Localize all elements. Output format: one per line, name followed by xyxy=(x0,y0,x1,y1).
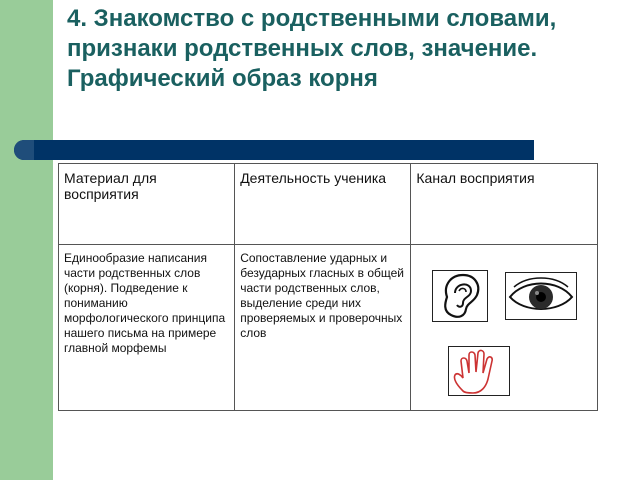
hand-icon xyxy=(448,346,510,396)
cell-material: Единообразие написания части родственных слов (корня). Подведение к пониманию морфологического принципа нашего письма на примере главной морфемы xyxy=(59,245,235,411)
table-header-row xyxy=(59,164,598,245)
title-underline-bar xyxy=(14,140,534,160)
eye-icon xyxy=(505,272,577,320)
table-row xyxy=(59,245,598,411)
header-material: Материал для восприятия xyxy=(59,164,235,245)
title-bar-cap xyxy=(14,140,34,160)
left-accent-strip xyxy=(0,0,53,480)
ear-icon xyxy=(432,270,488,322)
header-activity: Деятельность ученика xyxy=(235,164,411,245)
header-channel: Канал восприятия xyxy=(411,164,598,245)
slide-title: 4. Знакомство с родственными словами, признаки родственных слов, значение. Графический образ корня xyxy=(67,5,557,92)
cell-activity: Сопоставление ударных и безударных гласных в общей части родственных слов, выделение среди них проверяемых и проверочных слов xyxy=(235,245,411,411)
